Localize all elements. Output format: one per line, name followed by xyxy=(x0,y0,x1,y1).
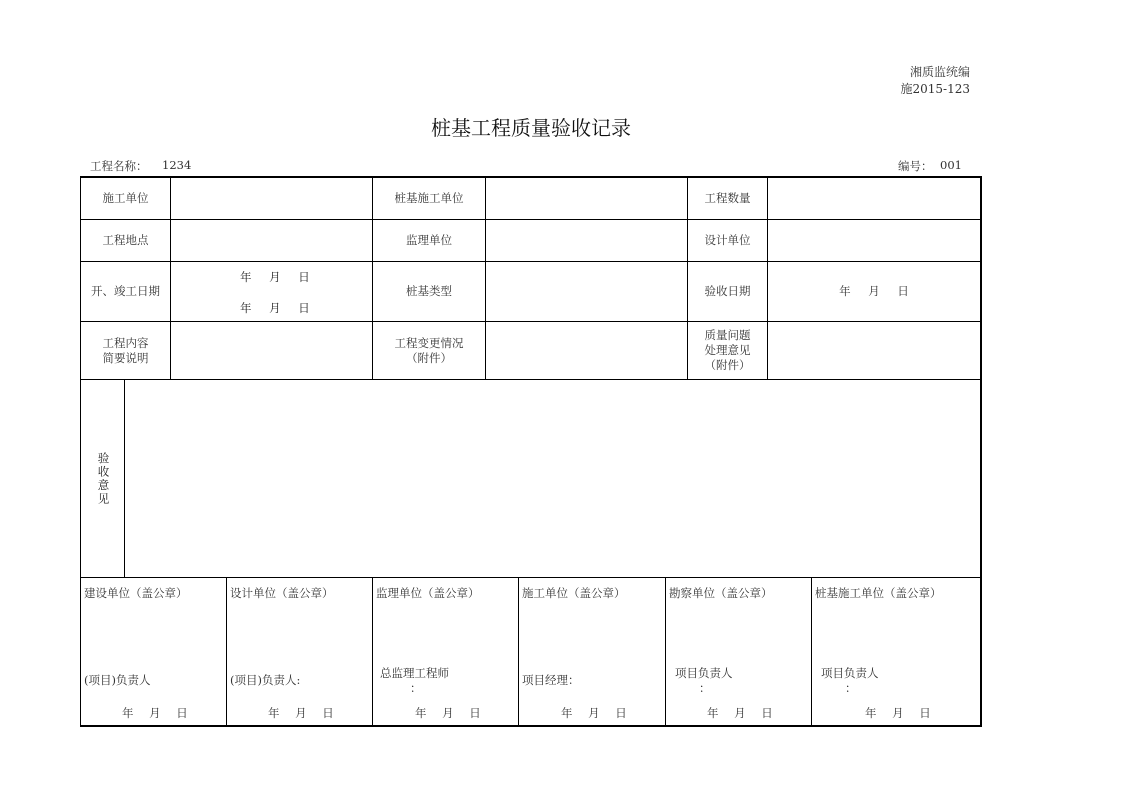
content-summary-label-line1: 工程内容 xyxy=(102,335,149,350)
quality-issue-label xyxy=(688,322,767,379)
pile-type-label: 桩基类型 xyxy=(406,284,452,298)
quality-issue-field[interactable] xyxy=(768,322,980,379)
sig-survey-colon: ： xyxy=(699,681,711,695)
sig-contractor-date[interactable]: 年 月 日 xyxy=(561,706,627,720)
change-status-label xyxy=(373,322,485,379)
project-name-value: 1234 xyxy=(162,158,192,172)
change-status-field[interactable] xyxy=(486,322,687,379)
supervision-unit-label: 监理单位 xyxy=(406,233,452,247)
acceptance-date[interactable]: 年 月 日 xyxy=(839,284,909,298)
start-date[interactable]: 年 月 日 xyxy=(240,270,310,284)
sig-construction-date[interactable]: 年 月 日 xyxy=(122,706,188,720)
sig-contractor-person: 项目经理： xyxy=(522,673,580,687)
work-quantity-label: 工程数量 xyxy=(704,190,751,205)
acceptance-opinion-field[interactable] xyxy=(125,380,980,577)
pile-type-field[interactable] xyxy=(486,262,687,321)
sig-supervision-date[interactable]: 年 月 日 xyxy=(415,706,481,720)
acceptance-opinion-label xyxy=(82,380,124,577)
sig-design-title: 设计单位（盖公章） xyxy=(230,586,334,600)
sig-construction-person: (项目)负责人 xyxy=(84,673,151,687)
page-title: 桩基工程质量验收记录 xyxy=(431,116,631,140)
sig-survey-title: 勘察单位（盖公章） xyxy=(669,586,773,600)
form-code-line2: 施2015-123 xyxy=(900,82,970,96)
project-name-label: 工程名称： xyxy=(90,159,148,173)
design-unit-field[interactable] xyxy=(768,220,980,261)
sig-survey-person: 项目负责人 xyxy=(675,666,733,680)
form-number-value: 001 xyxy=(940,158,962,172)
content-summary-label xyxy=(81,322,170,379)
sig-contractor-title: 施工单位（盖公章） xyxy=(522,586,626,600)
sig-design-person: (项目)负责人: xyxy=(230,673,301,687)
sig-construction-title: 建设单位（盖公章） xyxy=(84,586,188,600)
construction-unit-label: 施工单位 xyxy=(102,190,149,205)
pile-construction-unit-field[interactable] xyxy=(486,177,687,219)
change-status-label-line2: （附件） xyxy=(406,350,452,365)
sig-pile-person: 项目负责人 xyxy=(821,666,879,680)
quality-issue-label-line2: 处理意见 xyxy=(704,343,751,357)
project-location-label: 工程地点 xyxy=(102,233,149,247)
sig-pile-colon: ： xyxy=(845,681,857,695)
sig-supervision-person: 总监理工程师 xyxy=(380,666,449,680)
pile-construction-unit-label: 桩基施工单位 xyxy=(394,190,464,205)
quality-issue-label-line3: （附件） xyxy=(704,358,751,372)
change-status-label-line1: 工程变更情况 xyxy=(394,335,464,350)
sig-design-date[interactable]: 年 月 日 xyxy=(268,706,334,720)
sig-pile-title: 桩基施工单位（盖公章） xyxy=(815,586,942,600)
construction-unit-field[interactable] xyxy=(171,177,372,219)
supervision-unit-field[interactable] xyxy=(486,220,687,261)
form-code-line1: 湘质监统编 xyxy=(909,65,970,79)
sig-survey-date[interactable]: 年 月 日 xyxy=(707,706,773,720)
design-unit-label: 设计单位 xyxy=(704,233,751,247)
end-date[interactable]: 年 月 日 xyxy=(240,301,310,315)
start-end-date-label: 开、竣工日期 xyxy=(91,284,160,298)
acceptance-date-label: 验收日期 xyxy=(704,284,751,298)
content-summary-field[interactable] xyxy=(171,322,372,379)
content-summary-label-line2: 简要说明 xyxy=(102,350,149,365)
sig-supervision-colon: ： xyxy=(410,681,422,695)
work-quantity-field[interactable] xyxy=(768,177,980,219)
form-number-label: 编号： xyxy=(898,159,933,173)
sig-pile-date[interactable]: 年 月 日 xyxy=(865,706,931,720)
acceptance-opinion-label-text: 验收意见 xyxy=(96,451,111,506)
sig-supervision-title: 监理单位（盖公章） xyxy=(376,586,480,600)
quality-issue-label-line1: 质量问题 xyxy=(704,328,751,342)
project-location-field[interactable] xyxy=(171,220,372,261)
